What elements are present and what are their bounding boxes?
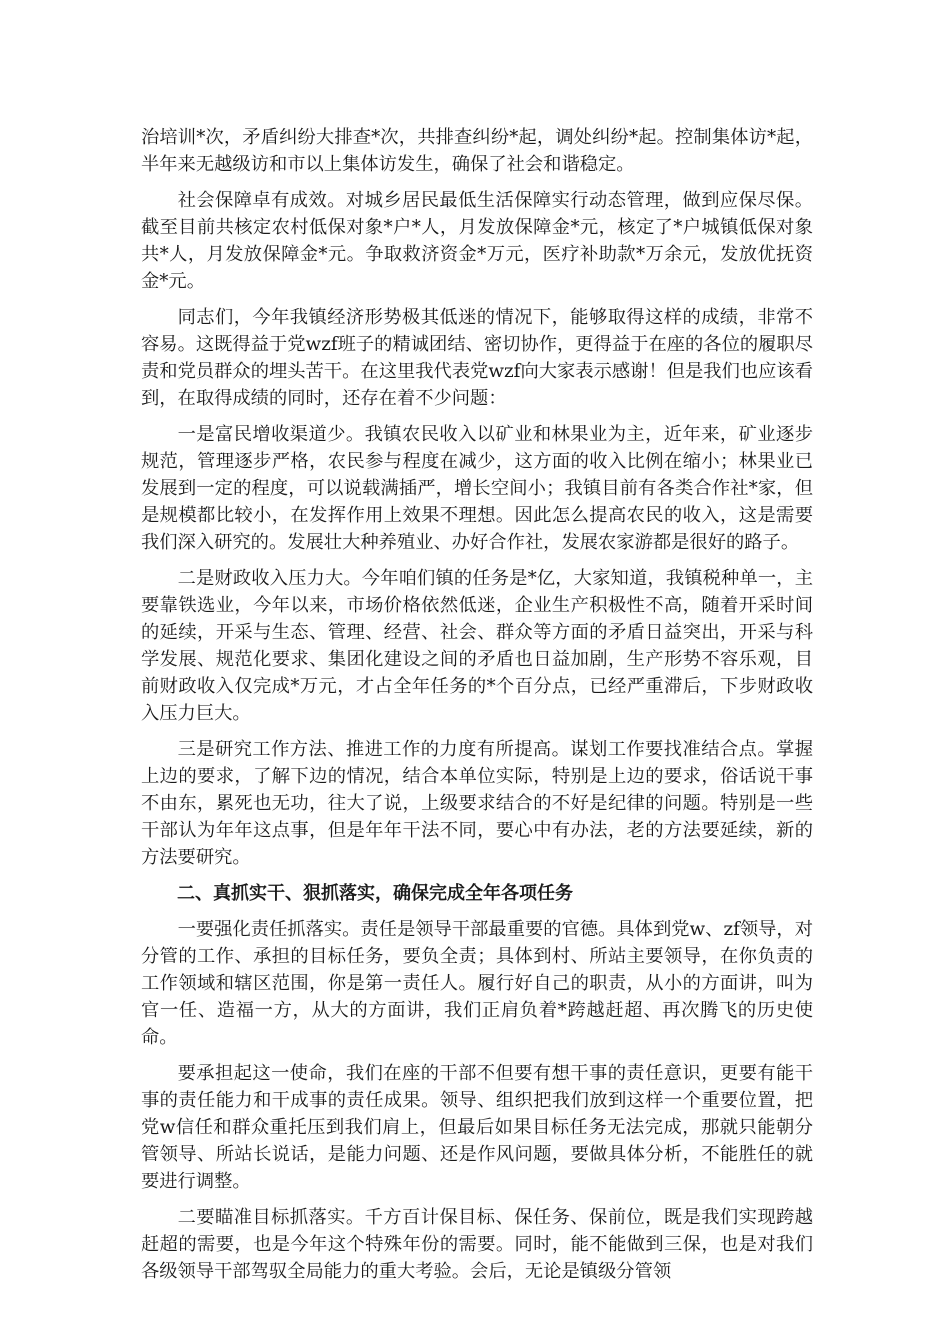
paragraph-targets: 二要瞄准目标抓落实。千方百计保目标、保任务、保前位，既是我们实现跨越赶超的需要，也是今年这个特殊年份的需要。同时，能不能做到三保，也是对我们各级领导干部驾驭全局能力的重大考验。会后，无论是镇级分管领 <box>141 1207 813 1282</box>
paragraph-responsibility: 一要强化责任抓落实。责任是领导干部最重要的官德。具体到党w、zf领导，对分管的工作、承担的目标任务，要负全责；具体到村、所站主要领导，在你负责的工作领域和辖区范围，你是第一责任人。履行好自己的职责，从小的方面讲，叫为官一任、造福一方，从大的方面讲，我们正肩负着*跨越赶超、再次腾飞的历史使命。 <box>141 919 813 1048</box>
paragraph-mission: 要承担起这一使命，我们在座的干部不但要有想干事的责任意识，更要有能干事的责任能力和干成事的责任成果。领导、组织把我们放到这样一个重要位置，把党w信任和群众重托压到我们肩上，但最后如果目标任务无法完成，那就只能朝分管领导、所站长说话，是能力问题、还是作风问题，要做具体分析，不能胜任的就要进行调整。 <box>141 1063 813 1192</box>
paragraph-problem-income: 一是富民增收渠道少。我镇农民收入以矿业和林果业为主，近年来，矿业逐步规范，管理逐步严格，农民参与程度在减少，这方面的收入比例在缩小；林果业已发展到一定的程度，可以说载满插严，增长空间小；我镇目前有各类合作社*家，但是规模都比较小，在发挥作用上效果不理想。因此怎么提高农民的收入，这是需要我们深入研究的。发展壮大种养殖业、办好合作社，发展农家游都是很好的路子。 <box>141 424 813 553</box>
paragraph-social-security: 社会保障卓有成效。对城乡居民最低生活保障实行动态管理，做到应保尽保。截至目前共核定农村低保对象*户*人，月发放保障金*元，核定了*户城镇低保对象共*人，月发放保障金*元。争取救济资金*万元，医疗补助款*万余元，发放优抚资金*元。 <box>141 190 813 292</box>
paragraph-achievements-summary: 同志们，今年我镇经济形势极其低迷的情况下，能够取得这样的成绩，非常不容易。这既得益于党wzf班子的精诚团结、密切协作，更得益于在座的各位的履职尽责和党员群众的埋头苦干。在这里我代表党wzf向大家表示感谢！但是我们也应该看到，在取得成绩的同时，还存在着不少问题： <box>141 307 813 409</box>
paragraph-problem-methods: 三是研究工作方法、推进工作的力度有所提高。谋划工作要找准结合点。掌握上边的要求，了解下边的情况，结合本单位实际，特别是上边的要求，俗话说干事不由东，累死也无功，往大了说，上级要求结合的不好是纪律的问题。特别是一些干部认为年年这点事，但是年年干法不同，要心中有办法，老的方法要延续，新的方法要研究。 <box>141 739 813 868</box>
paragraph-continuation: 治培训*次，矛盾纠纷大排查*次，共排查纠纷*起，调处纠纷*起。控制集体访*起，半年来无越级访和市以上集体访发生，确保了社会和谐稳定。 <box>141 127 813 175</box>
section-heading: 二、真抓实干、狠抓落实，确保完成全年各项任务 <box>177 883 573 904</box>
paragraph-problem-finance: 二是财政收入压力大。今年咱们镇的任务是*亿，大家知道，我镇税种单一，主要靠铁选业，今年以来，市场价格依然低迷，企业生产积极性不高，随着开采时间的延续，开采与生态、管理、经营、社会、群众等方面的矛盾日益突出，开采与科学发展、规范化要求、集团化建设之间的矛盾也日益加剧，生产形势不容乐观，目前财政收入仅完成*万元，才占全年任务的*个百分点，已经严重滞后，下步财政收入压力巨大。 <box>141 568 813 724</box>
document-body <box>141 124 813 1294</box>
